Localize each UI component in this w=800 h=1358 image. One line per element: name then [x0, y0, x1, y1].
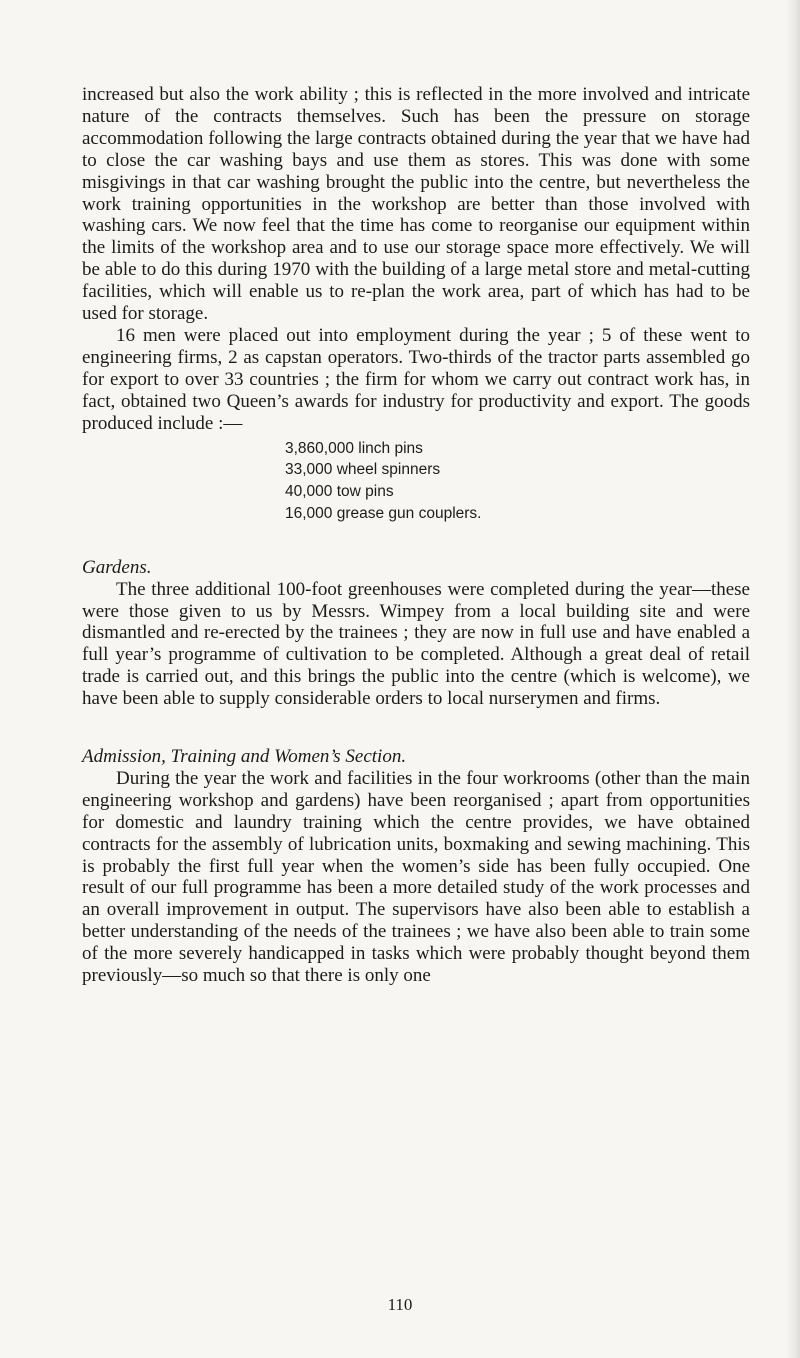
page-body	[82, 84, 750, 987]
page-edge-shadow	[786, 0, 800, 1358]
section-spacer	[82, 525, 750, 557]
list-item: 16,000 grease gun couplers.	[285, 504, 482, 522]
placement-paragraph: 16 men were placed out into employment during the year ; 5 of these went to engineering firms, 2 as capstan operators. Two-thirds of the tractor parts assembled go for export to over 33 countries ; the firm for whom we carry out contract work has, in fact, obtained two Queen’s awards for industry for productivity and export. The goods produced include :—	[82, 324, 750, 434]
admission-paragraph: During the year the work and facilities in the four workrooms (other than the main engineering workshop and gardens) have been reorganised ; apart from opportunities for domestic and laundry training which the centre provides, we have obtained contracts for the assembly of lubrication units, boxmaking and sewing machining. This is probably the first full year when the women’s side has been fully occupied. One result of our full programme has been a more detailed study of the work processes and an overall improvement in output. The supervisors have also been able to establish a better understanding of the needs of the trainees ; we have also been able to train some of the more severely handicapped in tasks which were probably thought beyond them previously—so much so that there is only one	[82, 767, 750, 987]
section-spacer	[82, 710, 750, 746]
admission-heading: Admission, Training and Women’s Section.	[82, 746, 407, 768]
list-item: 40,000 tow pins	[285, 483, 394, 501]
list-item: 3,860,000 linch pins	[285, 439, 423, 457]
page-number: 110	[387, 1295, 413, 1314]
gardens-paragraph: The three additional 100-foot greenhouses were completed during the year—these were those given to us by Messrs. Wimpey from a local building site and were dismantled and re-erected by the trainees ; they are now in full use and have enabled a full year’s programme of cultivation to be completed. Although a great deal of retail trade is carried out, and this brings the public into the centre (which is welcome), we have been able to supply considerable orders to local nurserymen and firms.	[82, 578, 750, 710]
continuation-paragraph: increased but also the work ability ; this is reflected in the more involved and intricate nature of the contracts themselves. Such has been the pressure on storage accommodation following the large contracts obtained during the year that we have had to close the car washing bays and use them as stores. This was done with some misgivings in that car washing brought the public into the centre, but nevertheless the work training opportunities in the workshop are better than those involved with washing cars. We now feel that the time has come to reorganise our equipment within the limits of the workshop area and to use our storage space more effectively. We will be able to do this during 1970 with the building of a large metal store and metal-cutting facilities, which will enable us to re-plan the work area, part of which has had to be used for storage.	[82, 84, 750, 325]
list-item: 33,000 wheel spinners	[285, 461, 441, 479]
goods-list	[285, 438, 750, 525]
gardens-heading: Gardens.	[82, 556, 152, 578]
